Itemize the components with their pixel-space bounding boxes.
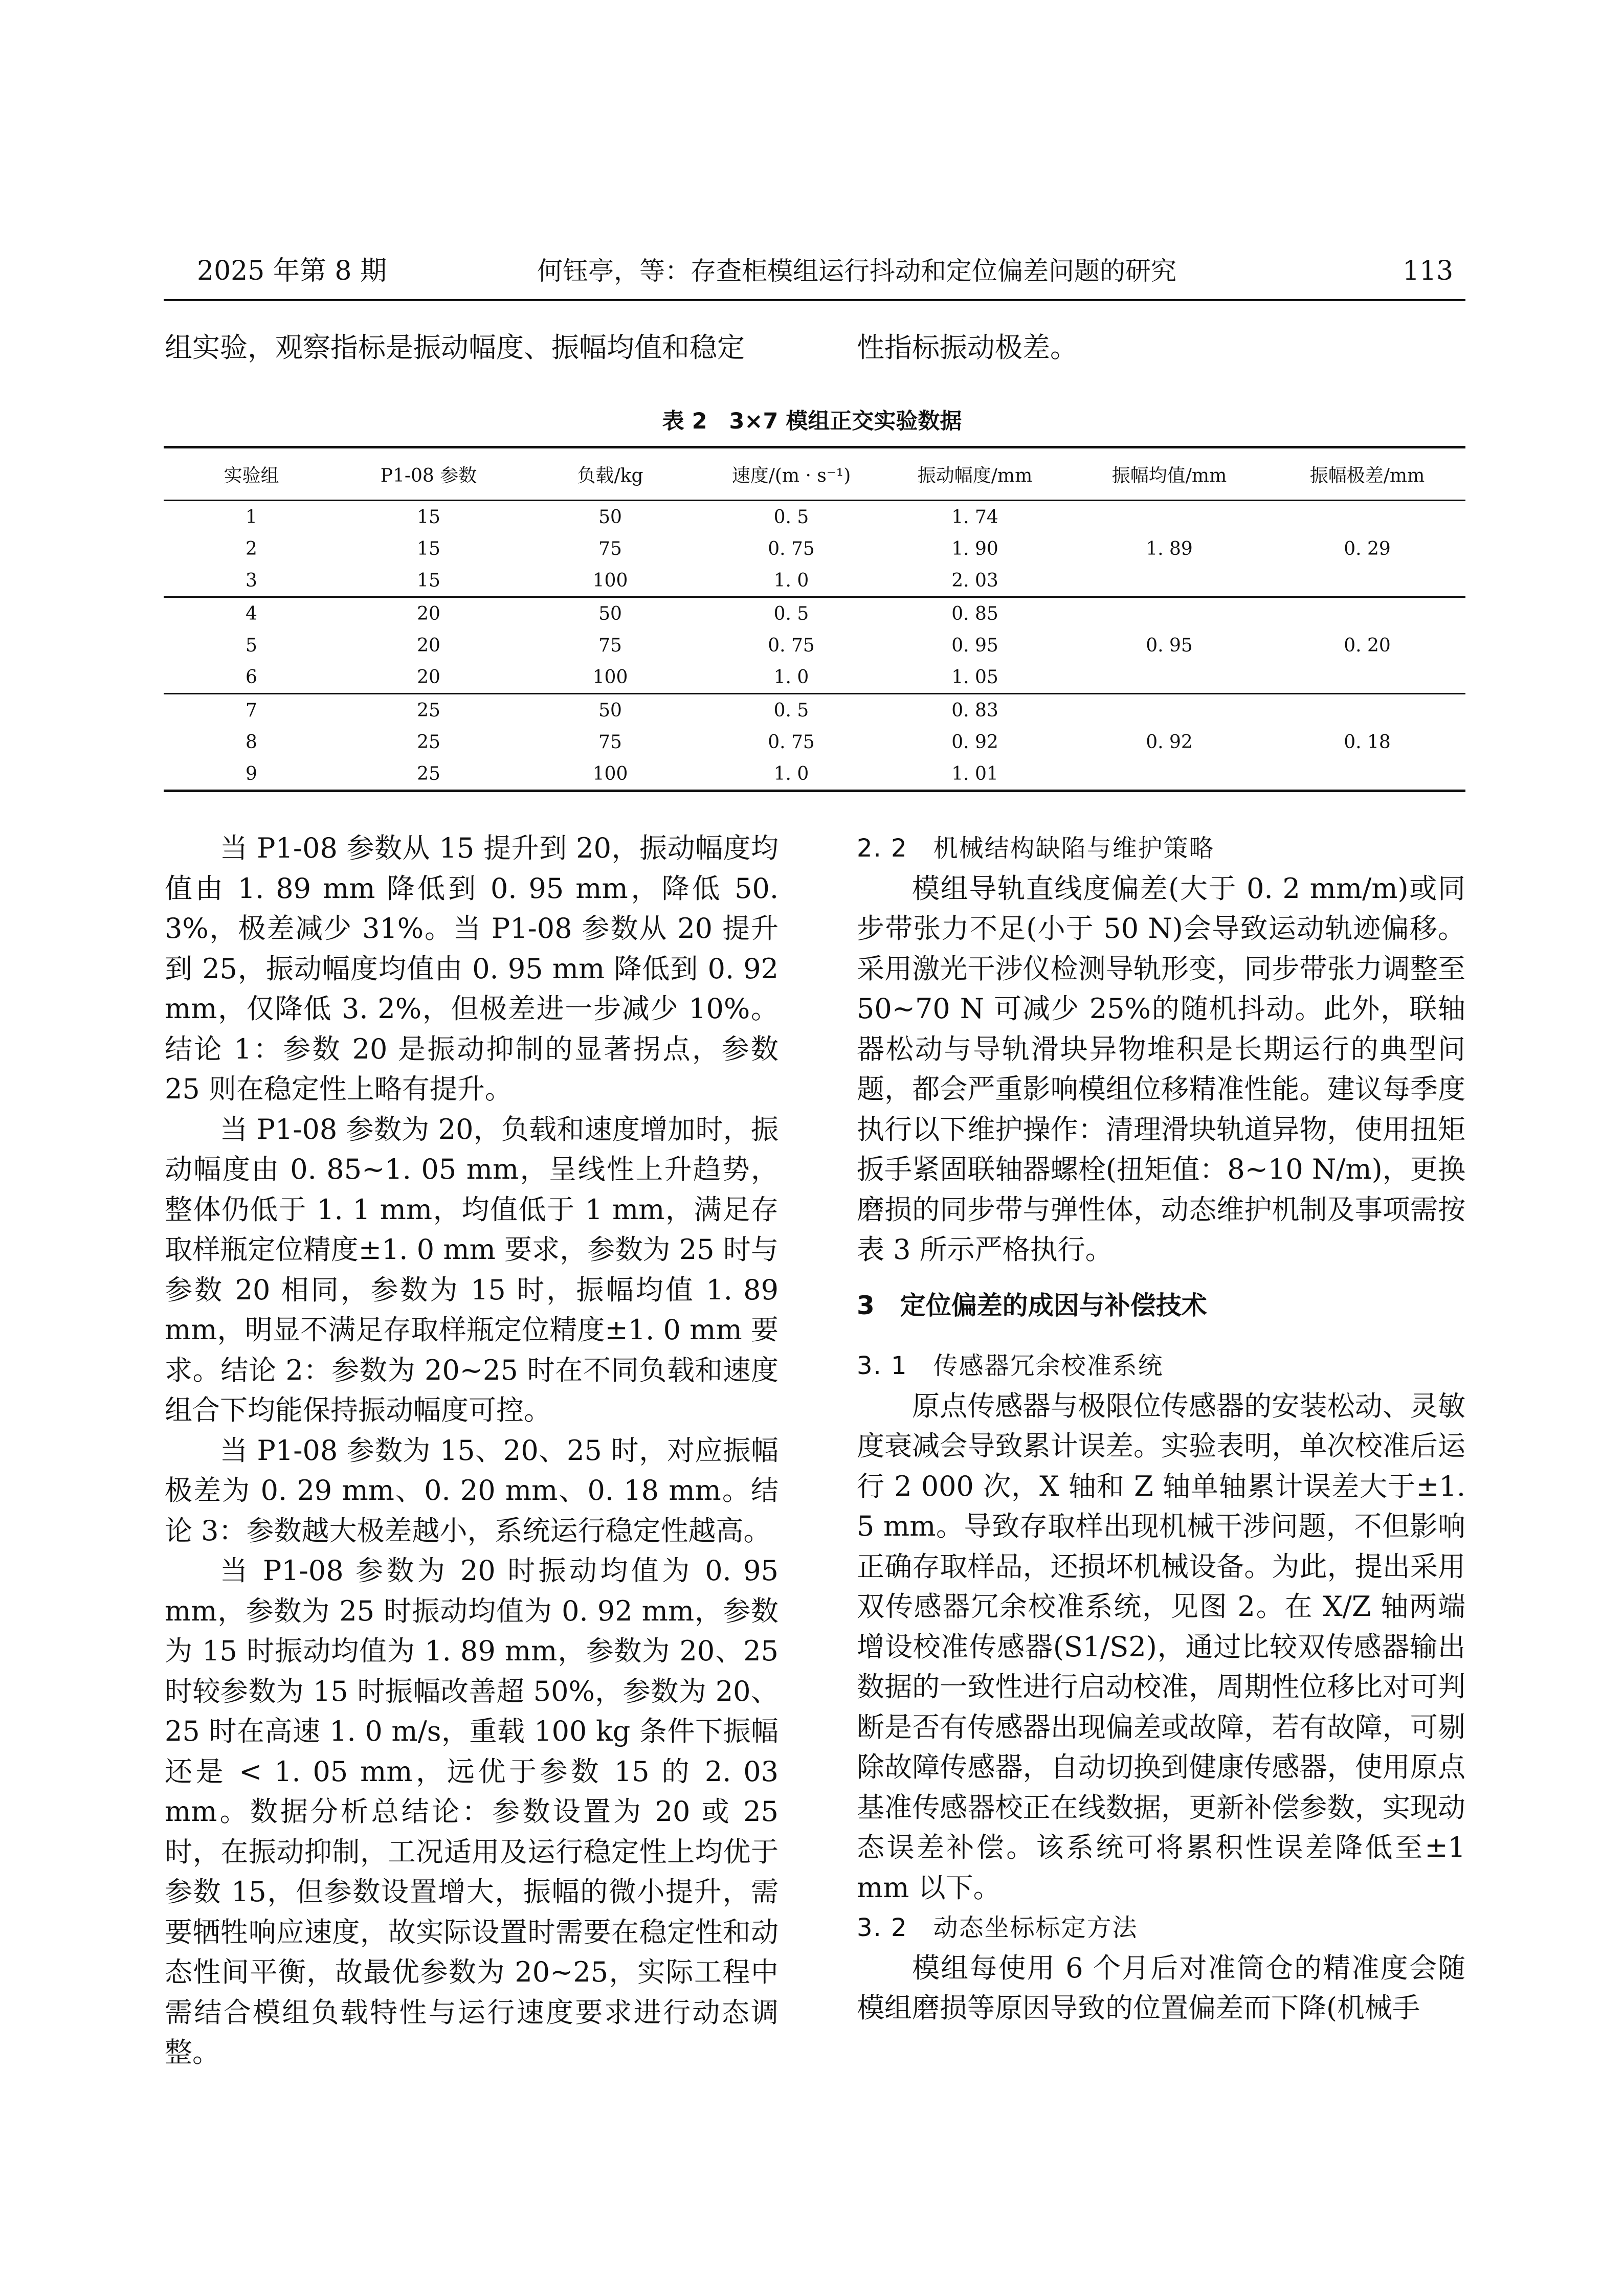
- table-cell: 25: [417, 700, 440, 721]
- table-cell: 75: [598, 635, 622, 656]
- table-cell: 20: [417, 666, 440, 688]
- table-cell: 25: [417, 763, 440, 784]
- table-cell: 0. 92: [1146, 731, 1193, 753]
- page-number: 113: [1403, 256, 1454, 286]
- table-cell: 1: [246, 506, 257, 528]
- continuation-text-right: 性指标振动极差。: [857, 331, 1078, 364]
- table-cell: 20: [417, 635, 440, 656]
- table-cell: 15: [417, 538, 440, 559]
- table-cell: 0. 5: [773, 700, 809, 721]
- table-cell: 100: [592, 763, 628, 784]
- column-header: 速度/(m · s⁻¹): [731, 465, 851, 486]
- table-cell: 1. 89: [1146, 538, 1193, 559]
- table-cell: 0. 95: [951, 635, 998, 656]
- paragraph: 原点传感器与极限位传感器的安装松动、灵敏度衰减会导致累计误差。实验表明，单次校准后运行 2 000 次，X 轴和 Z 轴单轴累计误差大于±1. 5 mm。导致存取样出现机械干涉问题，不但影响正确存取样品，还损坏机械设备。为此，提出采用双传感器冗余校准系统，见图 2。在 X/Z 轴两端增设校准传感器(S1/S2)，通过比较双传感器输出数据的一致性进行启动校准，周期性位移比对可判断是否有传感器出现偏差或故障，若有故障，可剔除故障传感器，自动切换到健康传感器，使用原点基准传感器校正在线数据，更新补偿参数，实现动态误差补偿。该系统可将累积性误差降低至±1 mm 以下。: [857, 1389, 1465, 1904]
- table-bottom-rule: [164, 790, 1465, 792]
- table-cell: 75: [598, 731, 622, 753]
- section-heading-3-1: 3. 1 传感器冗余校准系统: [857, 1352, 1164, 1380]
- column-header: 振幅极差/mm: [1309, 465, 1425, 486]
- paragraph: 模组每使用 6 个月后对准筒仓的精准度会随模组磨损等原因导致的位置偏差而下降(机械手: [857, 1951, 1465, 2024]
- table-cell: 0. 75: [768, 538, 815, 559]
- table-cell: 25: [417, 731, 440, 753]
- table-cell: 0. 5: [773, 603, 809, 624]
- journal-issue: 2025 年第 8 期: [197, 256, 387, 286]
- paragraph: 当 P1-08 参数为 20 时振动均值为 0. 95 mm，参数为 25 时振动均值为 0. 92 mm，参数为 15 时振动均值为 1. 89 mm，参数为 20、25 时较参数为 15 时振幅改善超 50%，参数为 20、25 时在高速 1. 0 m/s，重载 100 kg 条件下振幅还是 < 1. 05 mm，远优于参数 15 的 2. 03 mm。数据分析总结论：参数设置为 20 或 25 时，在振动抑制，工况适用及运行稳定性上均优于参数 15，但参数设置增大，振幅的微小提升，需要牺牲响应速度，故实际设置时需要在稳定性和动态性间平衡，故最优参数为 20~25，实际工程中需结合模组负载特性与运行速度要求进行动态调整。: [165, 1555, 778, 2068]
- table-cell: 0. 5: [773, 506, 809, 528]
- table-cell: 1. 0: [773, 666, 809, 688]
- table-row: [164, 500, 1465, 533]
- table-cell: 2. 03: [951, 570, 998, 591]
- table-cell: 0. 95: [1146, 635, 1193, 656]
- table-header-row: [164, 446, 1465, 500]
- column-header: P1-08 参数: [380, 465, 477, 486]
- table-row: [164, 629, 1465, 661]
- paragraph: 当 P1-08 参数从 15 提升到 20，振动幅度均值由 1. 89 mm 降低到 0. 95 mm，降低 50. 3%，极差减少 31%。当 P1-08 参数从 20 提升到 25，振动幅度均值由 0. 95 mm 降低到 0. 92 mm，仅降低 3. 2%，但极差进一步减少 10%。结论 1：参数 20 是振动抑制的显著拐点，参数 25 则在稳定性上略有提升。: [165, 832, 778, 1105]
- table-cell: 8: [246, 731, 257, 753]
- orthogonal-experiment-table: [164, 446, 1465, 792]
- continuation-text-left: 组实验，观察指标是振动幅度、振幅均值和稳定: [165, 331, 745, 364]
- table-cell: 0. 29: [1344, 538, 1391, 559]
- table-cell: 100: [592, 570, 628, 591]
- table-cell: 1. 74: [951, 506, 998, 528]
- table-cell: 50: [598, 506, 622, 528]
- table-cell: 5: [246, 635, 257, 656]
- table-row: [164, 693, 1465, 726]
- column-header: 振动幅度/mm: [917, 465, 1033, 486]
- table-cell: 1. 0: [773, 570, 809, 591]
- paragraph: 当 P1-08 参数为 15、20、25 时，对应振幅极差为 0. 29 mm、0. 20 mm、0. 18 mm。结论 3：参数越大极差越小，系统运行稳定性越高。: [165, 1434, 778, 1547]
- table-cell: 20: [417, 603, 440, 624]
- section-heading-3-2: 3. 2 动态坐标标定方法: [857, 1914, 1138, 1942]
- table-cell: 15: [417, 570, 440, 591]
- header-rule: [164, 299, 1465, 301]
- table-cell: 1. 0: [773, 763, 809, 784]
- table-cell: 9: [246, 763, 257, 784]
- table-cell: 0. 92: [951, 731, 998, 753]
- table-row: [164, 533, 1465, 565]
- table-cell: 1. 90: [951, 538, 998, 559]
- table-cell: 4: [246, 603, 257, 624]
- table-cell: 75: [598, 538, 622, 559]
- section-heading-3: 3 定位偏差的成因与补偿技术: [857, 1290, 1207, 1320]
- table-row: [164, 758, 1465, 790]
- table-cell: 0. 85: [951, 603, 998, 624]
- table-cell: 6: [246, 666, 257, 688]
- paragraph: 当 P1-08 参数为 20，负载和速度增加时，振动幅度由 0. 85~1. 05 mm，呈线性上升趋势，整体仍低于 1. 1 mm，均值低于 1 mm，满足存取样瓶定位精度±1. 0 mm 要求，参数为 25 时与参数 20 相同，参数为 15 时，振幅均值 1. 89 mm，明显不满足存取样瓶定位精度±1. 0 mm 要求。结论 2：参数为 20~25 时在不同负载和速度组合下均能保持振动幅度可控。: [165, 1113, 778, 1426]
- table-cell: 0. 75: [768, 635, 815, 656]
- running-title: 何钰亭，等：存查柜模组运行抖动和定位偏差问题的研究: [537, 256, 1176, 286]
- table-row: [164, 661, 1465, 693]
- table-cell: 50: [598, 603, 622, 624]
- table-cell: 0. 18: [1344, 731, 1391, 753]
- table-row: [164, 596, 1465, 629]
- table-cell: 3: [246, 570, 257, 591]
- table-cell: 0. 20: [1344, 635, 1391, 656]
- table-cell: 1. 01: [951, 763, 998, 784]
- table-caption: 表 2 3×7 模组正交实验数据: [662, 409, 962, 434]
- table-cell: 7: [246, 700, 257, 721]
- table-row: [164, 565, 1465, 596]
- table-cell: 100: [592, 666, 628, 688]
- table-cell: 15: [417, 506, 440, 528]
- column-header: 实验组: [224, 465, 279, 486]
- paragraph: 模组导轨直线度偏差(大于 0. 2 mm/m)或同步带张力不足(小于 50 N)会导致运动轨迹偏移。采用激光干涉仪检测导轨形变，同步带张力调整至 50~70 N 可减少 25%的随机抖动。此外，联轴器松动与导轨滑块异物堆积是长期运行的典型问题，都会严重影响模组位移精准性能。建议每季度执行以下维护操作：清理滑块轨道异物，使用扭矩扳手紧固联轴器螺栓(扭矩值：8~10 N/m)，更换磨损的同步带与弹性体，动态维护机制及事项需按表 3 所示严格执行。: [857, 872, 1465, 1266]
- section-heading-2-2: 2. 2 机械结构缺陷与维护策略: [857, 834, 1215, 863]
- table-cell: 2: [246, 538, 257, 559]
- right-column: [857, 828, 1465, 2029]
- table-cell: 1. 05: [951, 666, 998, 688]
- table-row: [164, 726, 1465, 758]
- table-cell: 0. 75: [768, 731, 815, 753]
- left-column: [165, 828, 778, 2073]
- table-cell: 50: [598, 700, 622, 721]
- column-header: 振幅均值/mm: [1111, 465, 1227, 486]
- table-cell: 0. 83: [951, 700, 998, 721]
- column-header: 负载/kg: [577, 465, 643, 486]
